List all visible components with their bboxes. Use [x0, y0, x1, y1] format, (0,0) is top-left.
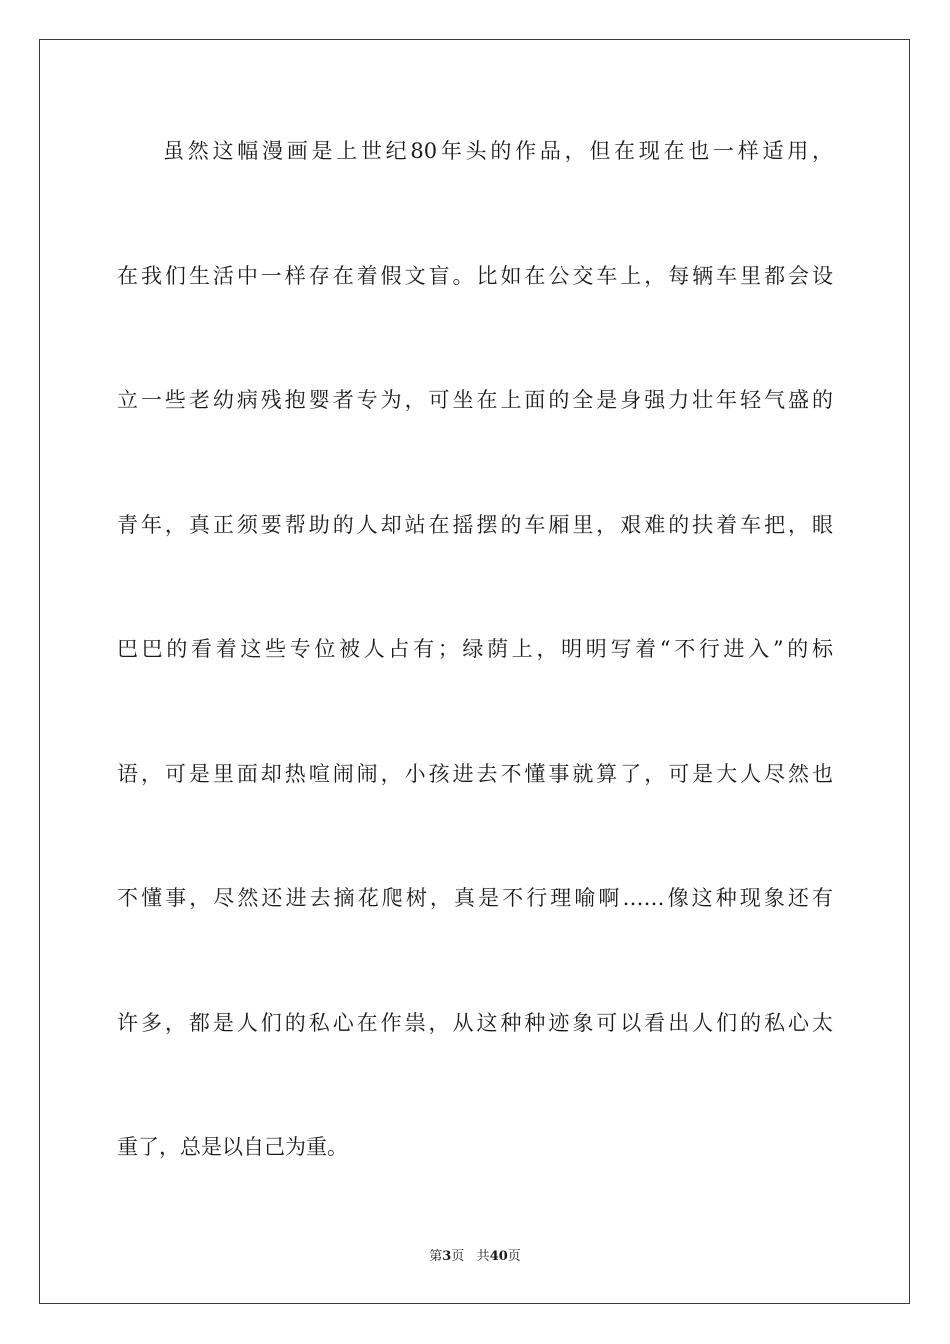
- text-line: 语，可是里面却热喧闹闹，小孩进去不懂事就算了，可是大人尽然也: [117, 762, 833, 786]
- text-line: 重了，总是以自己为重。: [117, 1135, 348, 1159]
- total-pages: 40: [489, 1249, 508, 1264]
- total-label-prefix: 共: [476, 1249, 490, 1264]
- text-line: 巴巴的看着这些专位被人占有；绿荫上，明明写着“不行进入”的标: [117, 637, 833, 661]
- page-footer: [0, 1248, 950, 1266]
- page-label-prefix: 第: [429, 1249, 443, 1264]
- text-line: 立一些老幼病残抱婴者专为，可坐在上面的全是身强力壮年轻气盛的: [117, 388, 833, 412]
- page-border: [39, 39, 910, 1304]
- text-line: 许多，都是人们的私心在作祟，从这种种迹象可以看出人们的私心太: [117, 1011, 833, 1035]
- text-line: 不懂事，尽然还进去摘花爬树，真是不行理喻啊……像这种现象还有: [117, 886, 833, 910]
- page-label-suffix: 页: [451, 1249, 465, 1264]
- page-number: 3: [442, 1249, 452, 1264]
- text-line: 青年，真正须要帮助的人却站在摇摆的车厢里，艰难的扶着车把，眼: [117, 513, 833, 537]
- total-label-suffix: 页: [507, 1249, 521, 1264]
- text-line: 虽然这幅漫画是上世纪80年头的作品，但在现在也一样适用，: [163, 139, 833, 163]
- text-line: 在我们生活中一样存在着假文盲。比如在公交车上，每辆车里都会设: [117, 264, 833, 288]
